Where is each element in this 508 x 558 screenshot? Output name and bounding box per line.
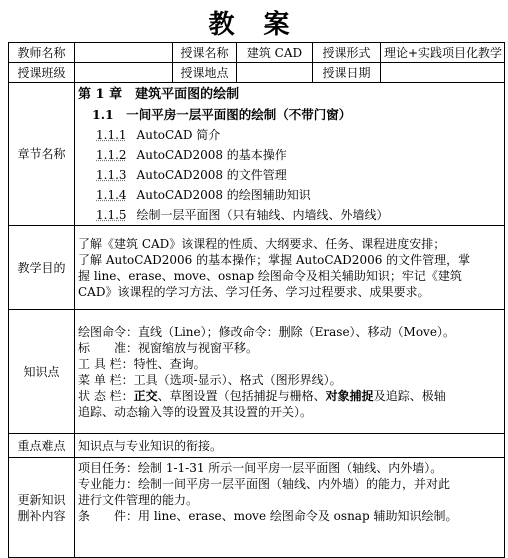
place-value[interactable] bbox=[237, 63, 313, 83]
knowledge-text: 状 态 栏： bbox=[78, 388, 134, 403]
form-value[interactable]: 理论+实践项目化教学 bbox=[381, 43, 505, 63]
update-row bbox=[9, 458, 505, 558]
chapter-title: 第 1 章 建筑平面图的绘制 bbox=[78, 87, 240, 102]
knowledge-bold-text: 对象捕捉 bbox=[325, 388, 374, 403]
course-value[interactable]: 建筑 CAD bbox=[237, 43, 313, 63]
knowledge-row bbox=[9, 310, 505, 434]
class-value[interactable] bbox=[75, 63, 173, 83]
subsection-number: 1.1.5 bbox=[96, 208, 127, 222]
subsection-text: AutoCAD2008 的绘图辅助知识 bbox=[136, 188, 311, 202]
goals-content bbox=[75, 226, 505, 310]
subsection-item bbox=[78, 145, 501, 165]
update-line: 进行文件管理的能力。 bbox=[78, 493, 199, 507]
knowledge-content bbox=[75, 310, 505, 434]
knowledge-bold-text: 正交 bbox=[133, 388, 158, 403]
knowledge-line: 工 具 栏：特性、查询。 bbox=[78, 356, 206, 371]
knowledge-text: 及追踪、极轴 bbox=[373, 388, 446, 403]
update-content bbox=[75, 458, 505, 558]
date-label: 授课日期 bbox=[313, 63, 381, 83]
header-row-1 bbox=[9, 43, 505, 63]
knowledge-line: 绘图命令：直线（Line）；修改命令：删除（Erase）、移动（Move）。 bbox=[78, 324, 455, 339]
goals-line: CAD》该课程的学习方法、学习任务、学习过程要求、成果要求。 bbox=[78, 284, 430, 299]
goals-line: 握 line、erase、move、osnap 绘图命令及相关辅助知识；牢记《建筑 bbox=[78, 268, 462, 283]
update-label: 更新知识删补内容 bbox=[9, 458, 75, 558]
form-label: 授课形式 bbox=[313, 43, 381, 63]
subsection-text: AutoCAD 简介 bbox=[136, 128, 221, 142]
key-content: 知识点与专业知识的衔接。 bbox=[75, 434, 505, 458]
goals-row bbox=[9, 226, 505, 310]
teacher-label: 教师名称 bbox=[9, 43, 75, 63]
goals-label: 教学目的 bbox=[9, 226, 75, 310]
update-line: 专业能力：绘制一间平房一层平面图（轴线、内外墙）的能力，并对此 bbox=[78, 477, 451, 491]
knowledge-line: 菜 单 栏：工具（选项-显示）、格式（图形界线）。 bbox=[78, 372, 342, 387]
knowledge-label: 知识点 bbox=[9, 310, 75, 434]
subsection-number: 1.1.2 bbox=[96, 148, 127, 162]
subsection-text: AutoCAD2008 的文件管理 bbox=[136, 168, 287, 182]
subsection-number: 1.1.4 bbox=[96, 188, 127, 202]
teacher-value[interactable] bbox=[75, 43, 173, 63]
course-label: 授课名称 bbox=[173, 43, 237, 63]
chapter-content bbox=[75, 83, 505, 226]
knowledge-text: 、草图设置（包括捕捉与栅格、 bbox=[157, 388, 326, 403]
place-label: 授课地点 bbox=[173, 63, 237, 83]
knowledge-line: 追踪、动态输入等的设置及其设置的开关）。 bbox=[78, 404, 313, 419]
key-row bbox=[9, 434, 505, 458]
update-line: 项目任务：绘制 1-1-31 所示一间平房一层平面图（轴线、内外墙）。 bbox=[78, 461, 443, 475]
key-label: 重点难点 bbox=[9, 434, 75, 458]
subsection-text: AutoCAD2008 的基本操作 bbox=[136, 148, 287, 162]
lesson-plan-table bbox=[8, 42, 505, 558]
chapter-label: 章节名称 bbox=[9, 83, 75, 226]
date-value[interactable] bbox=[381, 63, 505, 83]
update-line: 条 件：用 line、erase、move 绘图命令及 osnap 辅助知识绘制。 bbox=[78, 509, 458, 523]
chapter-row bbox=[9, 83, 505, 226]
class-label: 授课班级 bbox=[9, 63, 75, 83]
section-title: 1.1 一间平房一层平面图的绘制（不带门窗） bbox=[92, 107, 352, 122]
subsection-number: 1.1.1 bbox=[96, 128, 127, 142]
goals-line: 了解 AutoCAD2006 的基本操作；掌握 AutoCAD2006 的文件管理，掌 bbox=[78, 252, 471, 267]
knowledge-line bbox=[78, 388, 501, 404]
subsection-text: 绘制一层平面图（只有轴线、内墙线、外墙线） bbox=[136, 208, 389, 222]
subsection-item bbox=[78, 125, 501, 145]
document-title: 教 案 bbox=[208, 10, 300, 40]
subsection-number: 1.1.3 bbox=[96, 168, 127, 182]
goals-line: 了解《建筑 CAD》该课程的性质、大纲要求、任务、课程进度安排； bbox=[78, 236, 446, 251]
subsection-item bbox=[78, 165, 501, 185]
knowledge-line: 标 准：视窗缩放与视窗平移。 bbox=[78, 340, 259, 355]
subsection-item bbox=[78, 205, 501, 225]
subsection-item bbox=[78, 185, 501, 205]
header-row-2 bbox=[9, 63, 505, 83]
